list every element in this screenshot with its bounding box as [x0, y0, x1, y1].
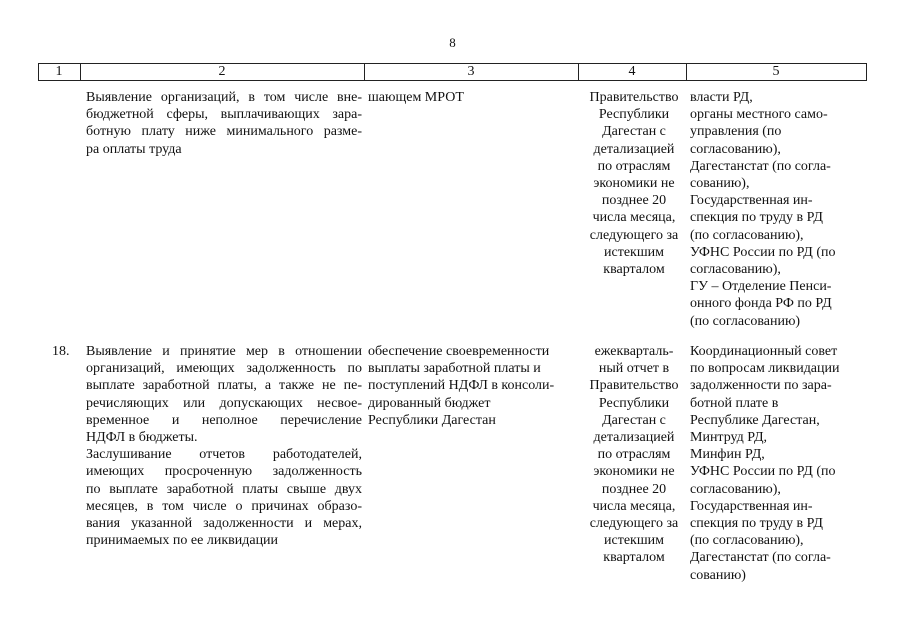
text-line: позднее 20	[601, 481, 667, 497]
text-line: Дагестанстат (по согла-	[690, 158, 831, 174]
row-continuation-responsible	[690, 89, 836, 330]
column-header-3: 3	[467, 64, 475, 79]
text-line: Минтруд РД,	[690, 430, 768, 446]
column-header-1: 1	[55, 64, 63, 79]
text-line: Республики	[598, 395, 670, 411]
text-line: дированный бюджет	[368, 395, 491, 411]
text-line: принимаемых по ее ликвидации	[86, 533, 279, 549]
text-line: ежекварталь-	[594, 344, 674, 359]
text-line: УФНС России по РД (по	[690, 244, 836, 260]
header-bottom-border	[38, 80, 867, 81]
text-line: задолженности по зара-	[690, 378, 832, 394]
row-18-deadline	[580, 343, 688, 567]
text-line: поступлений НДФЛ в консоли-	[368, 378, 555, 394]
text-line: Республики	[598, 107, 670, 123]
text-line: спекция по труду в РД	[690, 516, 823, 532]
text-line: (по согласованию),	[690, 533, 804, 549]
text-line: Государственная ин-	[690, 193, 813, 209]
text-line: ра оплаты труда	[86, 141, 182, 157]
text-line: Заслушивание отчетов работодателей,	[86, 447, 362, 463]
row-18-measure	[86, 343, 362, 549]
text-line: детализацией	[593, 430, 675, 446]
text-line: НДФЛ в бюджеты.	[86, 430, 198, 446]
text-line: временное и неполное перечисление	[86, 412, 362, 428]
text-line: Республике Дагестан,	[690, 412, 820, 428]
row-continuation-deadline	[580, 89, 688, 278]
text-line: спекция по труду в РД	[690, 210, 823, 226]
text-line: (по согласованию)	[690, 313, 801, 329]
text-line: числа месяца,	[592, 498, 676, 514]
text-line: следующего за	[589, 227, 679, 243]
row-18-result	[368, 343, 554, 429]
column-header-5: 5	[772, 64, 780, 79]
text-line: по вопросам ликвидации	[690, 361, 840, 377]
text-line: кварталом	[603, 262, 665, 278]
text-line: детализацией	[593, 141, 675, 157]
text-line: вания указанной задолженности и мерах,	[86, 516, 362, 532]
text-line: Дагестан с	[602, 412, 666, 428]
text-line: имеющих просроченную задолженность	[86, 464, 362, 480]
text-line: выплате заработной платы, а также не пе-	[86, 378, 362, 394]
text-line: бюджетной сферы, выплачивающих зара-	[86, 107, 362, 123]
row-number: 18.	[52, 344, 70, 359]
text-line: власти РД,	[690, 90, 753, 105]
text-line: сованию),	[690, 176, 750, 192]
text-line: числа месяца,	[592, 210, 676, 226]
text-line: Государственная ин-	[690, 498, 813, 514]
text-line: согласованию),	[690, 262, 781, 278]
text-line: сованию)	[690, 567, 746, 583]
text-line: управления (по	[690, 124, 782, 140]
row-continuation-result	[368, 89, 464, 106]
column-header-2: 2	[218, 64, 226, 79]
row-continuation-measure	[86, 89, 362, 158]
text-line: Правительство	[589, 378, 679, 394]
text-line: Дагестанстат (по согла-	[690, 550, 831, 566]
text-line: экономики не	[593, 464, 675, 480]
text-line: истекшим	[604, 244, 664, 260]
text-line: Выявление и принятие мер в отношении	[86, 344, 362, 359]
text-line: кварталом	[603, 550, 665, 566]
text-line: ный отчет в	[598, 361, 670, 377]
text-line: по выплате заработной платы свыше двух	[86, 481, 362, 497]
text-line: онного фонда РФ по РД	[690, 296, 832, 312]
text-line: Дагестан с	[602, 124, 666, 140]
text-line: шающем МРОТ	[368, 90, 464, 105]
text-line: ботную плату ниже минимального разме-	[86, 124, 362, 140]
text-line: (по согласованию),	[690, 227, 804, 243]
row-18-responsible	[690, 343, 840, 584]
text-line: истекшим	[604, 533, 664, 549]
text-line: согласованию),	[690, 141, 781, 157]
text-line: позднее 20	[601, 193, 667, 209]
text-line: ГУ – Отделение Пенси-	[690, 279, 832, 295]
text-line: обеспечение своевременности	[368, 344, 550, 359]
text-line: Минфин РД,	[690, 447, 765, 463]
text-line: выплаты заработной платы и	[368, 361, 541, 377]
text-line: по отраслям	[597, 158, 671, 174]
page-number: 8	[449, 35, 456, 50]
text-line: организаций, имеющих задолженность по	[86, 361, 362, 377]
text-line: экономики не	[593, 176, 675, 192]
text-line: Выявление организаций, в том числе вне-	[86, 90, 362, 105]
text-line: речисляющих или допускающих несвое-	[86, 395, 362, 411]
column-header-4: 4	[628, 64, 636, 79]
text-line: Правительство	[589, 90, 679, 105]
column-divider	[866, 63, 867, 80]
text-line: органы местного само-	[690, 107, 828, 123]
text-line: Координационный совет	[690, 344, 838, 359]
text-line: согласованию),	[690, 481, 781, 497]
text-line: ботной плате в	[690, 395, 779, 411]
text-line: Республики Дагестан	[368, 412, 496, 428]
text-line: месяцев, в том числе о причинах образо-	[86, 498, 362, 514]
text-line: УФНС России по РД (по	[690, 464, 836, 480]
text-line: следующего за	[589, 516, 679, 532]
text-line: по отраслям	[597, 447, 671, 463]
